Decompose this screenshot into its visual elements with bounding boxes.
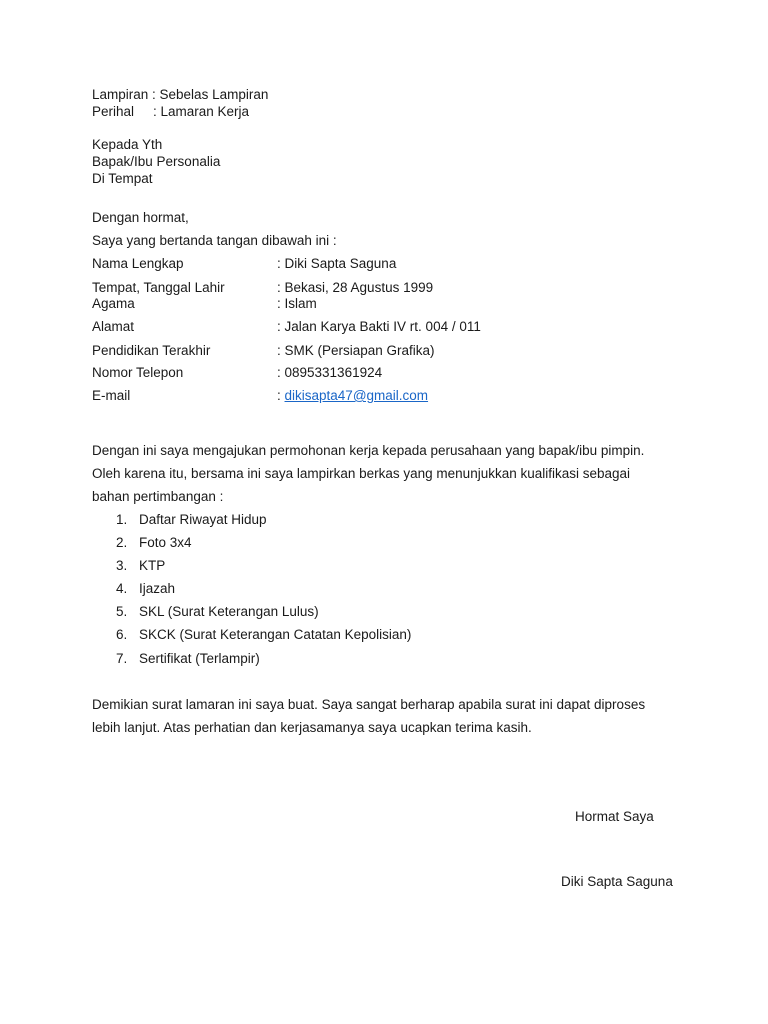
list-item-number: 5. — [116, 604, 128, 619]
detail-value-education: : SMK (Persiapan Grafika) — [277, 343, 435, 358]
list-item-number: 4. — [116, 581, 128, 596]
list-item-number: 1. — [116, 512, 128, 527]
detail-label-phone: Nomor Telepon — [92, 365, 184, 380]
detail-label-birth: Tempat, Tanggal Lahir — [92, 280, 225, 295]
closing-line: lebih lanjut. Atas perhatian dan kerjasamanya saya ucapkan terima kasih. — [92, 720, 532, 735]
intro-text: Saya yang bertanda tangan dibawah ini : — [92, 233, 337, 248]
detail-value-phone: : 0895331361924 — [277, 365, 383, 380]
list-item: KTP — [139, 558, 166, 573]
perihal-label: Perihal — [92, 104, 135, 119]
list-item-number: 6. — [116, 627, 128, 642]
detail-value-birth: : Bekasi, 28 Agustus 1999 — [277, 280, 434, 295]
list-item: Daftar Riwayat Hidup — [139, 512, 267, 527]
body-paragraph-line: bahan pertimbangan : — [92, 489, 224, 504]
lampiran-line: Lampiran : Sebelas Lampiran — [92, 87, 269, 102]
detail-label-email: E-mail — [92, 388, 131, 403]
detail-label-education: Pendidikan Terakhir — [92, 343, 211, 358]
list-item: Ijazah — [139, 581, 176, 596]
detail-value-address: : Jalan Karya Bakti IV rt. 004 / 011 — [277, 319, 481, 334]
recipient-line: Bapak/Ibu Personalia — [92, 154, 221, 169]
list-item-number: 3. — [116, 558, 128, 573]
detail-label-address: Alamat — [92, 319, 135, 334]
detail-value-name: : Diki Sapta Saguna — [277, 256, 397, 271]
detail-value-religion: : Islam — [277, 296, 317, 311]
recipient-line: Di Tempat — [92, 171, 153, 186]
signature-salutation: Hormat Saya — [575, 809, 654, 824]
signature-name: Diki Sapta Saguna — [561, 874, 673, 889]
list-item: SKL (Surat Keterangan Lulus) — [139, 604, 319, 619]
detail-label-religion: Agama — [92, 296, 135, 311]
body-paragraph-line: Dengan ini saya mengajukan permohonan kerja kepada perusahaan yang bapak/ibu pimpin. — [92, 443, 645, 458]
body-paragraph-line: Oleh karena itu, bersama ini saya lampirkan berkas yang menunjukkan kualifikasi sebagai — [92, 466, 631, 481]
greeting: Dengan hormat, — [92, 210, 189, 225]
list-item-number: 2. — [116, 535, 128, 550]
recipient-line: Kepada Yth — [92, 137, 163, 152]
perihal-value: : Lamaran Kerja — [153, 104, 250, 119]
list-item: Sertifikat (Terlampir) — [139, 651, 260, 666]
closing-line: Demikian surat lamaran ini saya buat. Saya sangat berharap apabila surat ini dapat diproses — [92, 697, 646, 712]
email-prefix: : — [277, 388, 285, 403]
email-link[interactable]: dikisapta47@gmail.com — [284, 388, 429, 403]
list-item: Foto 3x4 — [139, 535, 192, 550]
list-item-number: 7. — [116, 651, 128, 666]
detail-value-email — [277, 387, 428, 404]
detail-label-name: Nama Lengkap — [92, 256, 184, 271]
list-item: SKCK (Surat Keterangan Catatan Kepolisian) — [139, 627, 412, 642]
